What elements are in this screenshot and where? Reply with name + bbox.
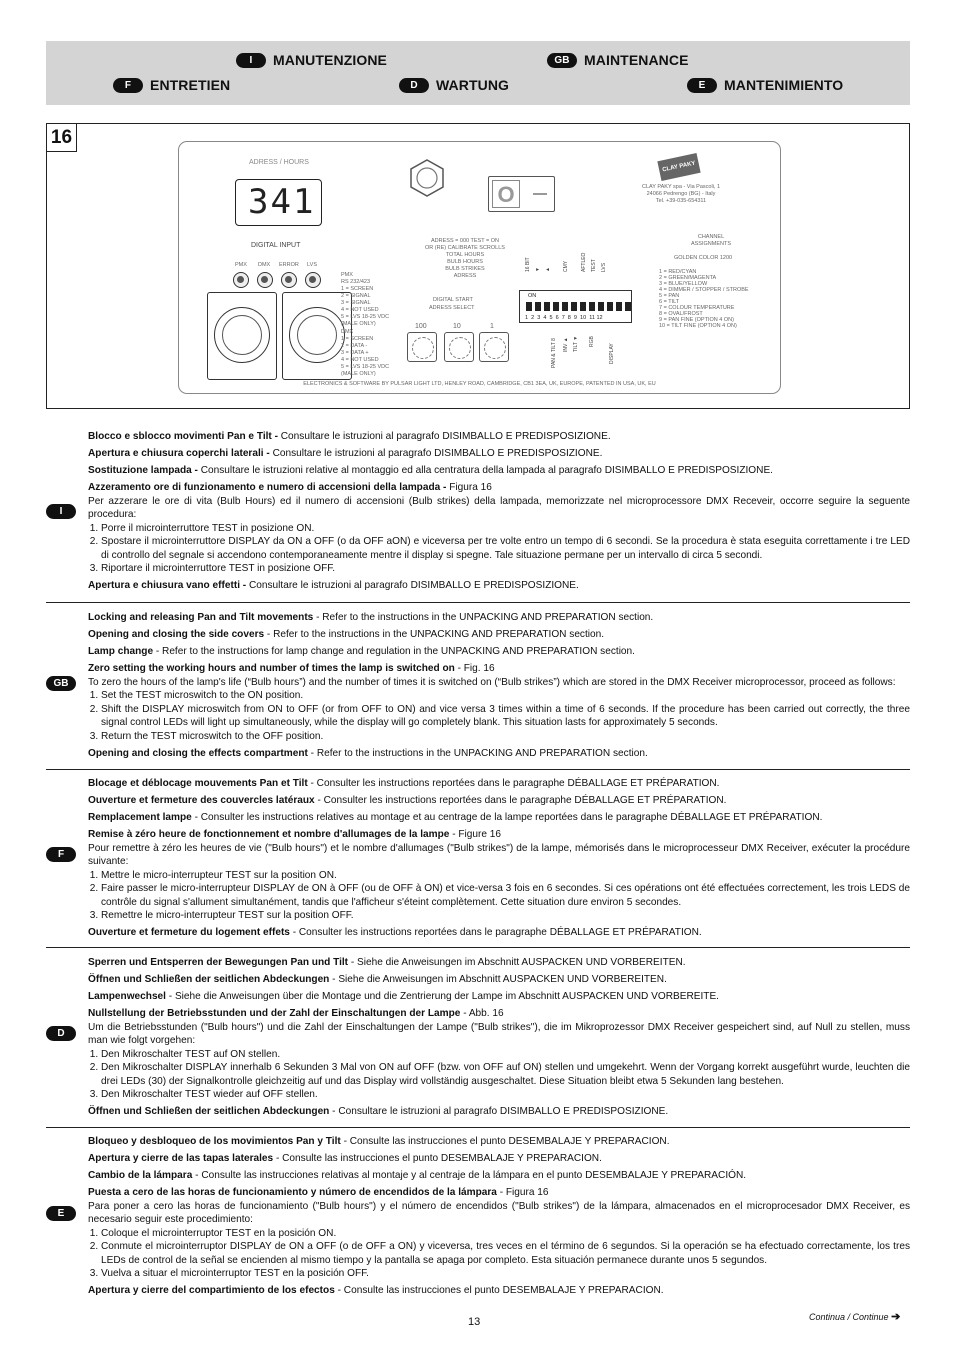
dip-label-display: DISPLAY [609, 343, 615, 364]
it-steps [88, 522, 910, 576]
list-item: 3. Remettre le micro-interrupteur TEST sur la position OFF. [101, 909, 910, 923]
list-item: 1. Coloque el microinterruptor TEST en la posición ON. [101, 1227, 910, 1241]
gb-p4: Zero setting the working hours and number of times the lamp is switched on - Fig. 16 [88, 663, 495, 674]
de-p3: Lampenwechsel - Siehe die Anweisungen über die Montage und die Zentrierung der Lampe im Abschnitt AUSPACKEN UND VORBEREITE. [88, 991, 719, 1002]
title-it [236, 52, 387, 68]
dip-label-down: ▼ [535, 267, 541, 272]
xlr-connector-female [207, 292, 277, 380]
gb-p2: Opening and closing the side covers - Refer to the instructions in the UNPACKING AND PREPARATION section. [88, 629, 605, 640]
led-label-lvs: LVS [307, 262, 317, 268]
figure-number: 16 [47, 124, 77, 152]
fr-p4: Remise à zéro heure de fonctionnement et nombre d'allumages de la lampe - Figure 16 [88, 829, 502, 840]
adress-hours-label: ADRESS / HOURS [249, 159, 309, 166]
section-it-badge: I [46, 504, 76, 519]
fr-steps [88, 869, 910, 923]
arrow-right-icon: ➔ [891, 1311, 901, 1323]
led-pmx [233, 272, 249, 288]
dmx-pinout: DMX 1 = SCREEN 2 = DATA - 3 = DATA + 4 = NOT USED 5 = LVS 18-25 VDC (MALE ONLY) [341, 329, 390, 377]
es-steps [88, 1227, 910, 1281]
rotary-switch-1 [479, 332, 509, 362]
rotary-label-100: 100 [415, 323, 427, 330]
led-label-dmx: DMX [258, 262, 271, 268]
list-item: 3. Return the TEST microswitch to the OFF position. [101, 730, 910, 744]
display-value: 341 [248, 182, 316, 222]
dip-label-tilt: TILT ▼ [573, 335, 579, 352]
badge-gb: GB [547, 53, 577, 68]
section-es-badge: E [46, 1206, 76, 1221]
it-p1: Blocco e sblocco movimenti Pan e Tilt - Consultare le istruzioni al paragrafo DISIMBALLO E PREDISPOSIZIONE. [88, 431, 611, 442]
channel-product: GOLDEN COLOR 1200 [674, 255, 733, 261]
title-es [687, 77, 843, 93]
de-p6: Öffnen und Schließen der seitlichen Abdeckungen - Consultare le istruzioni al paragrafo DISIMBALLO E PREDISPOSIZIONE. [88, 1106, 669, 1117]
continue-text: Continua / Continue [809, 1312, 889, 1322]
it-p6: Apertura e chiusura vano effetti - Consultare le istruzioni al paragrafo DISIMBALLO E PREDISPOSIZIONE. [88, 580, 579, 591]
fr-p3: Remplacement lampe - Consulter les instructions relatives au montage et au centrage de la lampe reportées dans le paragraphe DÉBALLAGE ET PRÉPARATION. [88, 812, 823, 823]
es-p6: Apertura y cierre del compartimiento de los efectos - Consulte las instrucciones el punto DESEMBALAJE Y PREPARACION. [88, 1285, 664, 1296]
rotary-label-10: 10 [453, 323, 461, 330]
gb-p3: Lamp change - Refer to the instructions for lamp change and regulation in the UNPACKING AND PREPARATION section. [88, 646, 635, 657]
gb-p6: Opening and closing the effects compartment - Refer to the instructions in the UNPACKING AND PREPARATION section. [88, 747, 648, 759]
fr-p1: Blocage et déblocage mouvements Pan et Tilt - Consulter les instructions reportées dans le paragraphe DÉBALLAGE ET PRÉPARATION. [88, 778, 720, 789]
de-steps [88, 1048, 910, 1102]
section-de-badge: D [46, 1026, 76, 1041]
pmx-pinout: PMX RS 232/423 1 = SCREEN 2 = SIGNAL 3 = SIGNAL 4 = NOT USED 5 = LVS 18-25 VDC (MALE ONLY) [341, 272, 390, 327]
led-lvs [305, 272, 321, 288]
gb-p5: To zero the hours of the lamp's life (“Bulb hours”) and the number of times it is switched on (“Bulb strikes”) which are stored in the DMX Receiver microprocessor, proceed as follows: [88, 676, 896, 688]
es-p3: Cambio de la lámpara - Consulte las instrucciones relativas al montaje y al centraje de la lámpara en el punto DESEMBALAJE Y PREPARACIÓN. [88, 1170, 747, 1181]
header-band [46, 41, 910, 105]
control-panel [178, 141, 781, 394]
list-item: 3. Vuelva a situar el microinterruptor TEST en la posición OFF. [101, 1267, 910, 1281]
title-gb-text: MAINTENANCE [584, 52, 689, 68]
dip-on-label: ON [528, 293, 537, 299]
fr-p5: Pour remettre à zéro les heures de vie ("Bulb hours") et le nombre d'allumages ("Bulb strikes") de la lampe, mémorisés dans le microprocesseur DMX Receiver, exécuter la procédure suivante: [88, 842, 910, 867]
title-fr-text: ENTRETIEN [150, 77, 231, 93]
it-p3: Sostituzione lampada - Consultare le istruzioni relative al montaggio ed alla centratura della lampada al paragrafo DISIMBALLO E PREDISPOSIZIONE. [88, 465, 773, 476]
title-it-text: MANUTENZIONE [273, 52, 387, 68]
list-item: 2. Den Mikroschalter DISPLAY innerhalb 6 Sekunden 3 Mal von ON auf OFF (bzw. von OFF auf ON) stellen und umgekehrt. Wenn der Vorgang korrekt ausgeführt wurde, leuchten die drei LEDs (30) der Signalkontrolle gleichzeitig auf und das Display wird vollständig ausgeschaltet. Diese Situation bleibt etwa 5 Sekunden lang bestehen. [101, 1061, 910, 1088]
section-gb-body [88, 611, 910, 764]
dip-label-rgb: RGB [589, 336, 595, 347]
section-fr-body [88, 777, 910, 943]
center-legend: ADRESS = 000 TEST = ON OR (RE) CALIBRATE SCROLLS TOTAL HOURS BULB HOURS BULB STRIKES ADRESS [425, 238, 505, 279]
rotary-switch-100 [407, 332, 437, 362]
switch-on-icon [533, 193, 547, 195]
title-es-text: MANTENIMIENTO [724, 77, 844, 93]
title-fr [113, 77, 230, 93]
dip-label-inv: INV ▲ [563, 337, 569, 352]
fuse-holder-icon [407, 158, 447, 198]
badge-de: D [399, 78, 429, 93]
led-label-pmx: PMX [235, 262, 247, 268]
digital-input-label: DIGITAL INPUT [251, 242, 301, 249]
de-p4: Nullstellung der Betriebsstunden und der Zahl der Einschaltungen der Lampe - Abb. 16 [88, 1008, 504, 1019]
badge-es: E [687, 78, 717, 93]
dip-label-test: TEST [591, 259, 597, 272]
it-p4: Azzeramento ore di funzionamento e numero di accensioni della lampada - Figura 16 [88, 482, 492, 493]
de-p1: Sperren und Entsperren der Bewegungen Pan und Tilt - Siehe die Anweisungen im Abschnitt AUSPACKEN UND VORBEREITEN. [88, 957, 686, 968]
it-p2: Apertura e chiusura coperchi laterali - Consultare le istruzioni al paragrafo DISIMBALLO E PREDISPOSIZIONE. [88, 448, 603, 459]
channel-title: CHANNEL ASSIGNMENTS [690, 234, 732, 247]
clay-paky-logo: CLAY PAKY [657, 153, 700, 181]
de-p2: Öffnen und Schließen der seitlichen Abdeckungen - Siehe die Anweisungen im Abschnitt AUSPACKEN UND VORBEREITEN. [88, 974, 667, 985]
power-switch [488, 176, 555, 212]
divider [46, 1127, 910, 1128]
section-de-body [88, 956, 910, 1122]
title-de-text: WARTUNG [436, 77, 510, 93]
it-p5: Per azzerare le ore di vita (Bulb Hours) ed il numero di accensioni (Bulb strikes) della lampada, memorizzate nel microprocessore DMX Receveir, occorre seguire la seguente procedura: [88, 495, 910, 520]
switch-off-icon: O [492, 180, 520, 208]
rotary-switch-10 [444, 332, 474, 362]
es-p2: Apertura y cierre de las tapas laterales - Consulte las instrucciones el punto DESEMBALAJE Y PREPARACION. [88, 1153, 602, 1164]
figure-16 [46, 123, 910, 409]
list-item: 1. Den Mikroschalter TEST auf ON stellen. [101, 1048, 910, 1062]
fr-p2: Ouverture et fermeture des couvercles latéraux - Consulter les instructions reportées dans le paragraphe DÉBALLAGE ET PRÉPARATION. [88, 795, 727, 806]
list-item: 3. Riportare il microinterruttore TEST in posizione OFF. [101, 562, 910, 576]
list-item: 2. Conmute el microinterruptor DISPLAY de ON a OFF (o de OFF a ON) y viceversa, tres veces en el término de 6 segundos. Si la operación se ha efectuado correctamente, los tres LEDs de control de la señal se encienden al mismo tiempo y la pantalla se apaga por completo. Esta situación permanece durante unos 5 segundos. [101, 1240, 910, 1267]
dip-label-pan-tilt: PAN & TILT 8 [551, 338, 557, 368]
dip-label-aftleo: AFTLEO [581, 252, 587, 272]
es-p4: Puesta a cero de las horas de funcionamiento y número de encendidos de la lámpara - Figura 16 [88, 1187, 549, 1198]
es-p1: Bloqueo y desbloqueo de los movimientos Pan y Tilt - Consulte las instrucciones el punto DESEMBALAJE Y PREPARACION. [88, 1136, 670, 1147]
section-gb-badge: GB [46, 676, 76, 691]
panel-footer: ELECTRONICS & SOFTWARE BY PULSAR LIGHT LTD, HENLEY ROAD, CAMBRIDGE, CB1 3EA, UK, EUROPE, PATENTED IN USA, UK, EU [303, 381, 656, 387]
list-item: 1. Set the TEST microswitch to the ON position. [101, 689, 910, 703]
gb-steps [88, 689, 910, 743]
divider [46, 602, 910, 603]
de-p5: Um die Betriebsstunden ("Bulb hours") und die Zahl der Einschaltungen der Lampe ("Bulb strikes"), die im Mikroprozessor DMX Receiver gespeichert sind, auf Null zu stellen, muss man wie folgt vorgehen: [88, 1021, 910, 1046]
list-item: 1. Porre il microinterruttore TEST in posizione ON. [101, 522, 910, 536]
digital-display [235, 179, 322, 226]
channel-list: 1 = RED/CYAN 2 = GREEN/MAGENTA 3 = BLUE/YELLOW 4 = DIMMER / STOPPER / STROBE 5 = PAN 6 = TILT 7 = COLOUR TEMPERATURE 8 = OVAL/FROST 9 = PAN FINE (OPTION 4 ON) 10 = TILT FINE (OPTION 4 ON) [659, 269, 749, 329]
rotary-label-1: 1 [490, 323, 494, 330]
badge-it: I [236, 53, 266, 68]
adress-select-label: ADRESS SELECT [429, 305, 475, 311]
fr-p6: Ouverture et fermeture du logement effets - Consulter les instructions reportées dans le paragraphe DÉBALLAGE ET PRÉPARATION. [88, 927, 702, 938]
dip-label-lvs: LVS [601, 262, 607, 272]
section-it-body [88, 430, 910, 596]
dip-numbers: 1 2 3 4 5 6 7 8 9 10 11 12 [525, 315, 603, 321]
es-p5: Para poner a cero las horas de funcionamiento ("Bulb hours") y el número de encendidos ("Bulb strikes") de la lámpara, almacenados en el microprocesador DMX Receiver, es necesario seguir este procedimiento: [88, 1200, 910, 1225]
divider [46, 769, 910, 770]
digital-start-label: DIGITAL START [433, 297, 473, 303]
page-number: 13 [468, 1316, 481, 1328]
section-es-body [88, 1135, 910, 1301]
dip-label-16bit: 16 BIT [525, 257, 531, 272]
led-label-error: ERROR [279, 262, 299, 268]
dip-switch-bank [519, 290, 632, 323]
gb-p1: Locking and releasing Pan and Tilt movements - Refer to the instructions in the UNPACKING AND PREPARATION section. [88, 612, 654, 623]
list-item: 3. Den Mikroschalter TEST wieder auf OFF stellen. [101, 1088, 910, 1102]
title-de [399, 77, 509, 93]
dip-label-cmy: CMY [563, 260, 569, 272]
list-item: 1. Mettre le micro-interrupteur TEST sur la position ON. [101, 869, 910, 883]
led-dmx [257, 272, 273, 288]
led-error [281, 272, 297, 288]
dip-label-up: ▲ [545, 267, 551, 272]
list-item: 2. Spostare il microinterruttore DISPLAY da ON a OFF (o da OFF aON) e viceversa per tre volte entro un tempo di 6 secondi. Se la procedura è stata eseguita correttamente i tre LED di controllo del segnale si accendono contemporaneamente mentre il display si spegne. Tale situazione permane per un intervallo di circa 5 secondi. [101, 535, 910, 562]
divider [46, 947, 910, 948]
badge-fr: F [113, 78, 143, 93]
continue-note[interactable] [809, 1310, 900, 1323]
list-item: 2. Shift the DISPLAY microswitch from ON to OFF (or from OFF to ON) and vice versa 3 times within a time of 6 seconds. If the procedure has been carried out correctly, the three signal control LEDs will light up simultaneously, while the display will go completely blank. This situation lasts for approximately 5 seconds. [101, 703, 910, 730]
company-address: CLAY PAKY spa - Via Pascoli, 1 24066 Pedrengo (BG) - Italy Tel. +39-035-654311 [641, 184, 721, 204]
list-item: 2. Faire passer le micro-interrupteur DISPLAY de ON à OFF (ou de OFF à ON) et vice-versa 3 fois en 6 secondes. Si ces opérations ont été effectuées correctement, les trois LEDS de contrôle du signal s'allument simultanément, tandis que l'afficheur s'éteint complètement. Cette situation dure environ 5 secondes. [101, 882, 910, 909]
title-gb [547, 52, 689, 68]
section-fr-badge: F [46, 847, 76, 862]
